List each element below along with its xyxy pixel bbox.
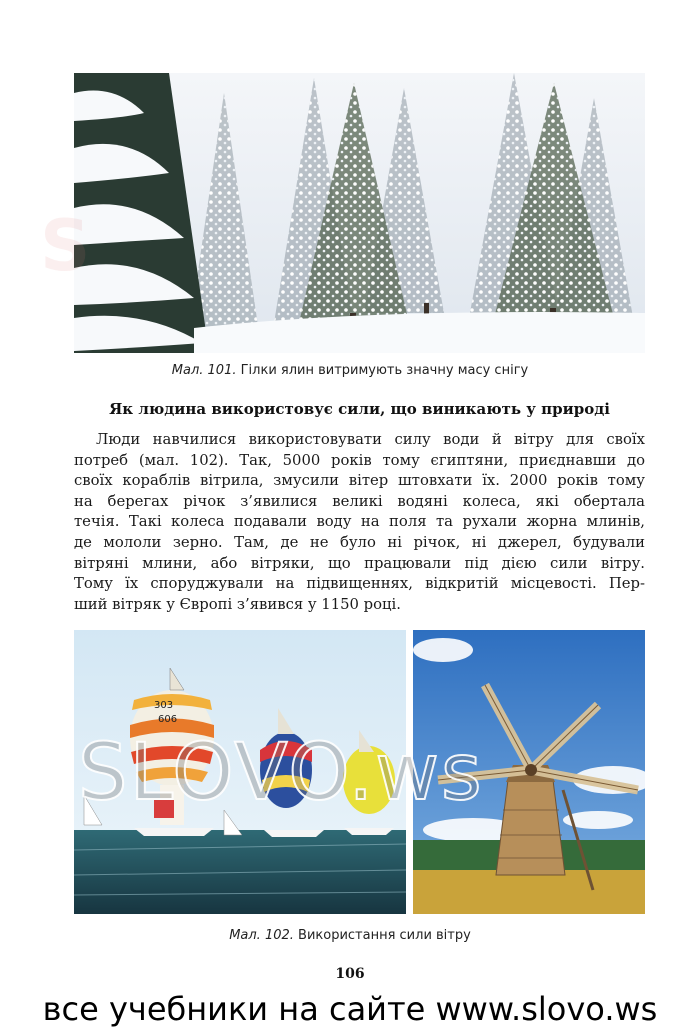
paragraph-line: потреб (мал. 102). Так, 5000 років тому єгиптяни, приєднавши до [74,451,645,469]
paragraph-line: своїх кораблів вітрила, змусили вітер штовхати їх. 2000 років тому [74,472,645,490]
paragraph-line: ший вітряк у Європі з’явився у 1150 році. [74,595,401,613]
figure-windmill [413,630,645,914]
faint-watermark-fragment: S [40,205,91,287]
paragraph-line: на берегах річок з’явилися великі водяні колеса, які обертала [74,492,645,510]
snowy-forest-illustration [74,73,645,353]
paragraph-line: вітряні млини, або вітряки, що працювали під дією сили вітру. [74,554,645,572]
figure-sailboats [74,630,406,914]
figure-snowy-forest [74,73,645,353]
figure-101-text: Гілки ялин витримують значну масу снігу [236,363,529,378]
body-paragraph [74,430,645,615]
figure-102-text: Використання сили вітру [293,928,471,943]
figure-101-label: Мал. 101. [171,363,237,378]
figure-101-caption [0,363,700,378]
sail-number-303: 303 [154,700,174,711]
section-heading: Як людина використовує сили, що виникають у природі [109,400,610,418]
page-number: 106 [335,966,365,982]
paragraph-line: Люди навчилися використовувати силу води й вітру для своїх [96,431,645,448]
sailboats-illustration [74,630,406,914]
sail-number-606: 606 [158,714,178,725]
paragraph-line: течія. Такі колеса подавали воду на поля та рухали жорна млинів, [74,513,645,531]
paragraph-line: де мололи зерно. Там, де не було ні річок, ні джерел, будували [74,533,645,551]
paragraph-line: Тому їх споруджували на підвищеннях, відкритій місцевості. Пер- [74,575,645,593]
windmill-illustration [413,630,645,914]
figure-102-caption [0,928,700,943]
figure-102-label: Мал. 102. [229,928,294,943]
footer-banner[interactable]: все учебники на сайте www.slovo.ws [42,990,658,1028]
